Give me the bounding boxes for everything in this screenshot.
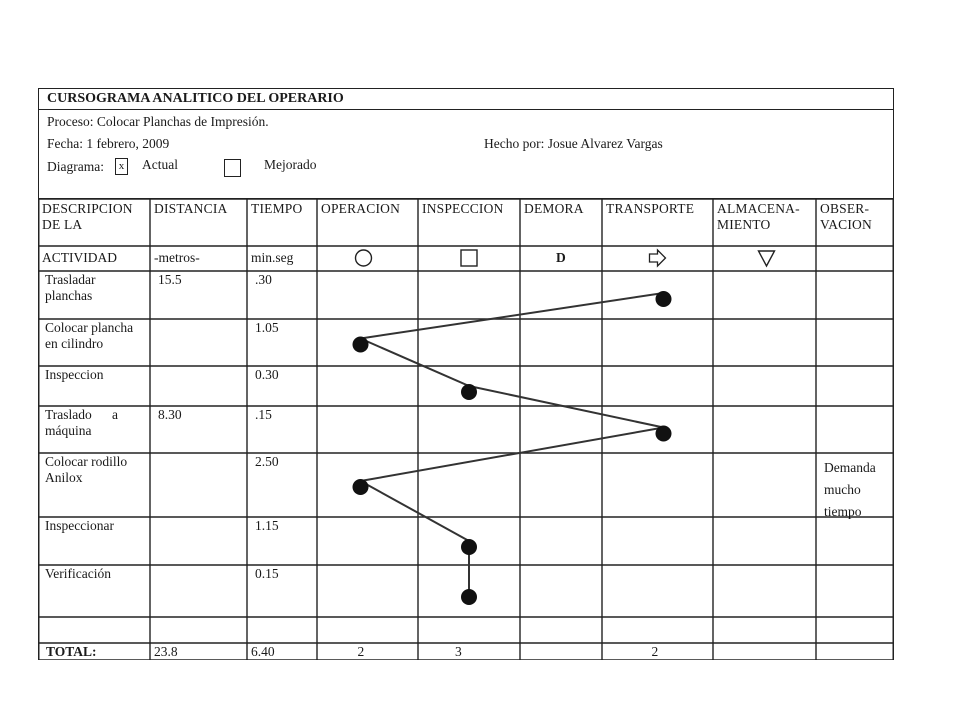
activity-description: Verificación: [45, 566, 111, 581]
time-value: 0.30: [255, 367, 279, 382]
column-header: INSPECCION: [422, 201, 504, 216]
column-header: DESCRIPCION DE LA: [42, 201, 133, 232]
column-unit-label: min.seg: [251, 250, 294, 265]
activity-description: Trasladar planchas: [45, 272, 96, 303]
flow-connector: [361, 481, 470, 541]
column-header: TIEMPO: [251, 201, 303, 216]
flow-step-dot: [461, 539, 477, 555]
activity-description: Inspeccion: [45, 367, 104, 382]
proceso-text: Proceso: Colocar Planchas de Impresión.: [47, 114, 269, 129]
total-label: TOTAL:: [46, 644, 97, 659]
total-operacion: 2: [357, 644, 365, 659]
distance-value: 15.5: [158, 272, 182, 287]
flow-connector: [361, 428, 664, 482]
activity-description: Colocar plancha en cilindro: [45, 320, 134, 351]
total-distance: 23.8: [154, 644, 178, 659]
total-inspeccion: 3: [455, 644, 462, 659]
column-header: DEMORA: [524, 201, 584, 216]
total-time: 6.40: [251, 644, 275, 659]
time-value: 2.50: [255, 454, 279, 469]
observation-text: Demanda mucho tiempo: [824, 460, 876, 519]
time-value: 1.05: [255, 320, 279, 335]
time-value: 0.15: [255, 566, 279, 581]
column-header: OBSER- VACION: [820, 201, 872, 232]
time-value: 1.15: [255, 518, 279, 533]
actual-checkbox: x: [115, 158, 128, 175]
square-icon: [461, 250, 477, 266]
flow-connector: [361, 293, 664, 339]
mejorado-label: Mejorado: [264, 157, 317, 172]
column-header: TRANSPORTE: [606, 201, 695, 216]
column-unit-label: -metros-: [154, 250, 200, 265]
total-transporte: 2: [651, 644, 659, 659]
cursograma-sheet: [38, 88, 894, 660]
triangle-down-icon: [759, 251, 775, 266]
page-title: CURSOGRAMA ANALITICO DEL OPERARIO: [47, 91, 344, 106]
activity-description: Colocar rodillo Anilox: [45, 454, 128, 485]
fecha-text: Fecha: 1 febrero, 2009: [47, 136, 170, 151]
actual-label: Actual: [142, 157, 178, 172]
flow-step-dot: [656, 426, 672, 442]
flow-connector: [469, 386, 664, 428]
arrow-right-icon: [650, 250, 666, 266]
flow-connector: [361, 339, 470, 387]
diagrama-label: Diagrama:: [47, 159, 104, 174]
column-unit-label: ACTIVIDAD: [42, 250, 117, 265]
time-value: .30: [255, 272, 272, 287]
time-value: .15: [255, 407, 272, 422]
hecho-por-text: Hecho por: Josue Alvarez Vargas: [484, 136, 663, 151]
column-header: OPERACION: [321, 201, 401, 216]
distance-value: 8.30: [158, 407, 182, 422]
column-header: DISTANCIA: [154, 201, 228, 216]
table-grid: [38, 88, 894, 660]
flow-step-dot: [461, 384, 477, 400]
demora-symbol: D: [556, 250, 566, 265]
flow-step-dot: [461, 589, 477, 605]
activity-description: Inspeccionar: [45, 518, 114, 533]
activity-description: Traslado a máquina: [45, 407, 118, 438]
column-header: ALMACENA- MIENTO: [717, 201, 800, 232]
flow-step-dot: [656, 291, 672, 307]
circle-icon: [356, 250, 372, 266]
flow-step-dot: [353, 337, 369, 353]
flow-step-dot: [353, 479, 369, 495]
